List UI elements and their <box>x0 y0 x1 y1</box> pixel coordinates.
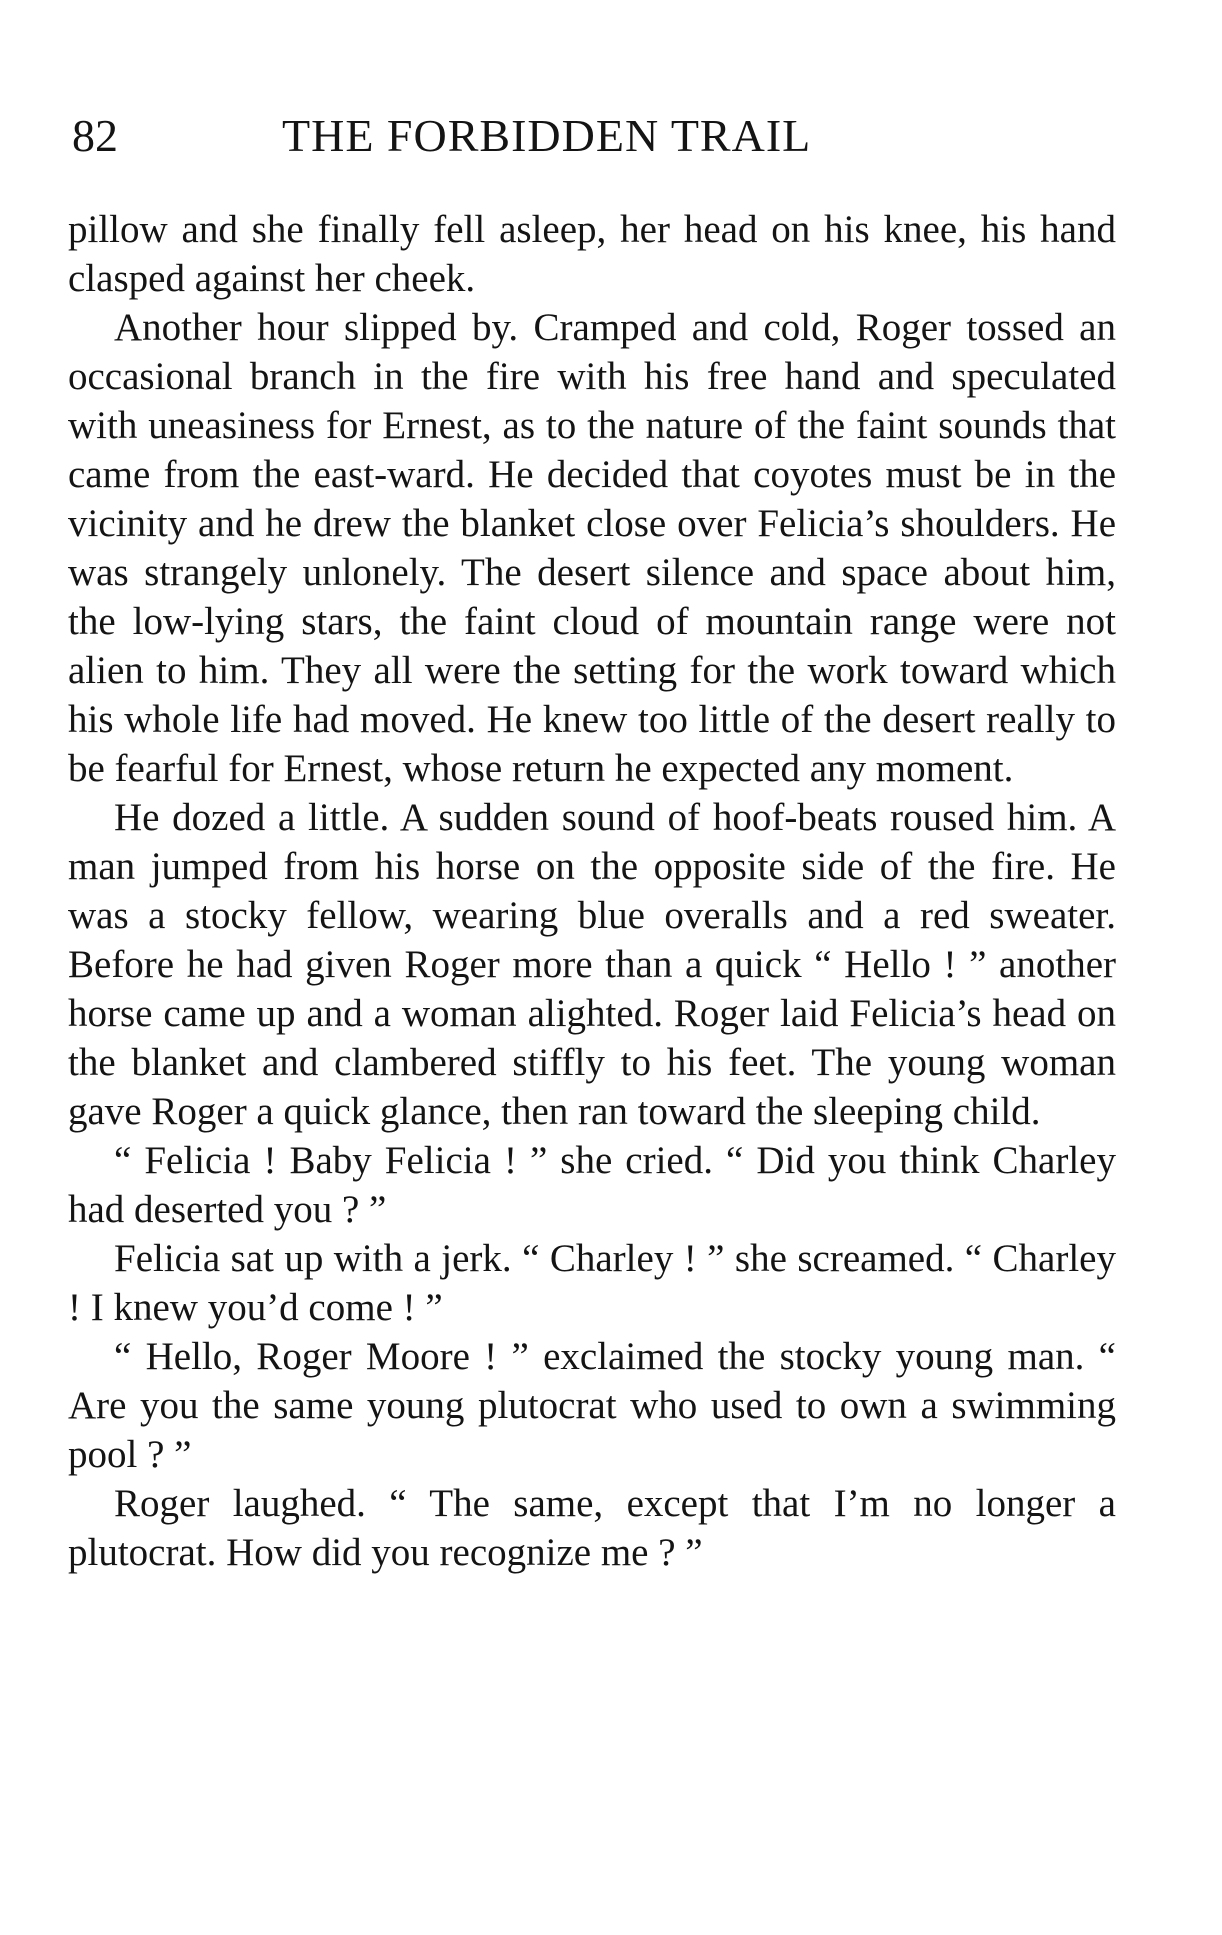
paragraph-1: pillow and she finally fell asleep, her head on his knee, his hand clasped against her cheek. <box>68 208 1116 300</box>
paragraph-6: “ Hello, Roger Moore ! ” exclaimed the stocky young man. “ Are you the same young plutocrat who used to own a swimming pool ? ” <box>68 1335 1116 1476</box>
paragraph-7: Roger laughed. “ The same, except that I’m no longer a plutocrat. How did you recognize me ? ” <box>68 1482 1116 1574</box>
body-text <box>68 205 1116 1577</box>
page-header <box>72 106 1112 166</box>
paragraph-3: He dozed a little. A sudden sound of hoof-beats roused him. A man jumped from his horse on the opposite side of the fire. He was a stocky fellow, wearing blue overalls and a red sweater. Before he had given Roger more than a quick “ Hello ! ” another horse came up and a woman alighted. Roger laid Felicia’s head on the blanket and clambered stiffly to his feet. The young woman gave Roger a quick glance, then ran toward the sleeping child. <box>68 796 1116 1133</box>
running-title: THE FORBIDDEN TRAIL <box>282 110 812 161</box>
paragraph-4: “ Felicia ! Baby Felicia ! ” she cried. “ Did you think Charley had deserted you ? ” <box>68 1139 1116 1231</box>
paragraph-2: Another hour slipped by. Cramped and cold, Roger tossed an occasional branch in the fire with his free hand and speculated with uneasiness for Ernest, as to the nature of the faint sounds that came from the east-ward. He decided that coyotes must be in the vicinity and he drew the blanket close over Felicia’s shoulders. He was strangely unlonely. The desert silence and space about him, the low-lying stars, the faint cloud of mountain range were not alien to him. They all were the setting for the work toward which his whole life had moved. He knew too little of the desert really to be fearful for Ernest, whose return he expected any moment. <box>68 306 1116 790</box>
page-number: 82 <box>72 110 118 161</box>
paragraph-5: Felicia sat up with a jerk. “ Charley ! ” she screamed. “ Charley ! I knew you’d come ! ” <box>68 1237 1116 1329</box>
